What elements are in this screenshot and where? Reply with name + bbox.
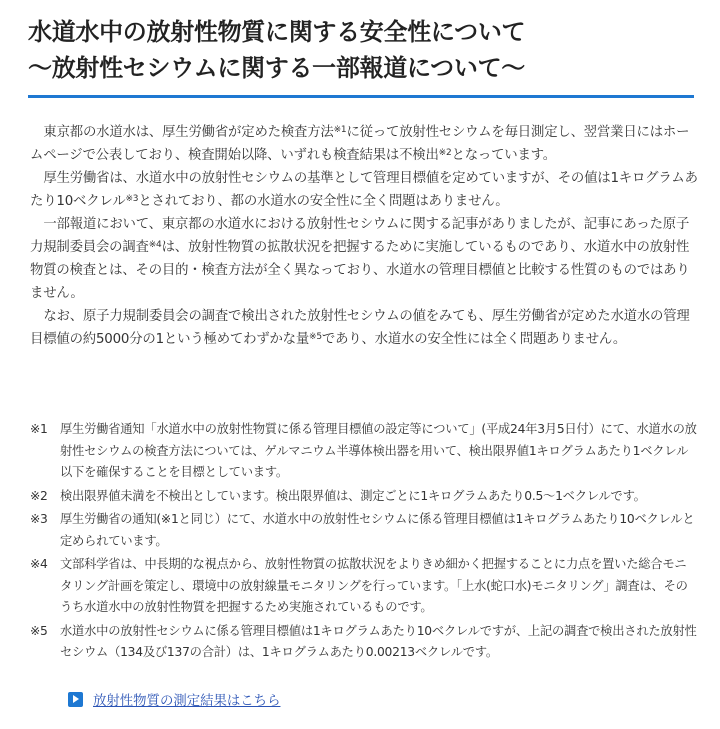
footnote-text: 水道水中の放射性セシウムに係る管理目標値は1キログラムあたり10ベクレルですが、上記の調査で検出された放射性セシウム（134及び137の合計）は、1キログラムあたり0.00213ベクレルです。	[60, 623, 697, 659]
footnote-text: 検出限界値未満を不検出としています。検出限界値は、測定ごとに1キログラムあたり0.5～1ベクレルです。	[60, 488, 646, 503]
paragraph-3	[30, 213, 698, 305]
play-arrow-icon	[68, 692, 83, 707]
footnote-ref: ※3	[125, 194, 139, 204]
footnote-mark: ※5	[30, 623, 48, 638]
footnote-item	[30, 486, 698, 508]
footnote-ref: ※1	[333, 125, 347, 135]
footnote-text: 文部科学省は、中長期的な視点から、放射性物質の拡散状況をよりきめ細かく把握することに力点を置いた総合モニタリング計画を策定し、環境中の放射線量モニタリングを行っています。「上水(蛇口水)モニタリング」調査は、そのうち水道水中の放射性物質を把握するため実施されているものです。	[60, 557, 688, 614]
paragraph-2	[30, 167, 698, 213]
footnote-ref: ※2	[438, 148, 452, 158]
page-title	[28, 14, 698, 86]
measurement-results-link[interactable]: 放射性物質の測定結果はこちら	[93, 694, 281, 709]
footnotes	[30, 419, 698, 666]
paragraph-text: に従って放射性セシウムを毎日測定し、翌営業日にはホームページで公表しており、検査開始以降、いずれも検査結果は不検出	[30, 125, 690, 163]
footnote-mark: ※1	[30, 422, 48, 436]
paragraph-4	[30, 305, 698, 351]
paragraph-text: となっています。	[451, 148, 556, 163]
footnote-item	[30, 419, 698, 484]
title-divider	[28, 95, 694, 98]
footnote-item	[30, 509, 698, 552]
paragraph-text: は、放射性物質の拡散状況を把握するために実施しているものであり、水道水中の放射性物質の検査とは、その目的・検査方法が全く異なっており、水道水の管理目標値と比較する性質のものではありません。	[30, 240, 690, 301]
footnote-item	[30, 554, 698, 619]
footnote-mark: ※4	[30, 557, 48, 571]
paragraph-text: 一部報道において、東京都の水道水における放射性セシウムに関する記事がありましたが、記事にあった原子力規制委員会の調査	[30, 217, 690, 255]
paragraph-text: であり、水道水の安全性には全く問題ありません。	[321, 332, 627, 347]
footnote-ref: ※5	[309, 332, 322, 342]
paragraph-1	[30, 121, 698, 167]
paragraph-text: 厚生労働省は、水道水中の放射性セシウムの基準として管理目標値を定めていますが、その値は1キログラムあたり10ベクレル	[30, 171, 698, 209]
paragraph-text: 東京都の水道水は、厚生労働省が定めた検査方法	[43, 125, 334, 140]
paragraph-text: なお、原子力規制委員会の調査で検出された放射性セシウムの値をみても、厚生労働省が定めた水道水の管理目標値の約5000分の1という極めてわずかな量	[30, 309, 690, 347]
footnote-item	[30, 621, 698, 664]
footnote-text: 厚生労働省の通知(※1と同じ）にて、水道水中の放射性セシウムに係る管理目標値は1キログラムあたり10ベクレルと定められています。	[60, 512, 695, 548]
paragraph-text: とされており、都の水道水の安全性に全く問題はありません。	[138, 194, 509, 209]
footnote-mark: ※2	[30, 488, 48, 503]
footnote-mark: ※3	[30, 512, 48, 526]
page-title-line-2: ～放射性セシウムに関する一部報道について～	[28, 54, 525, 82]
measurement-results-link-row[interactable]	[68, 690, 280, 709]
page-title-line-1: 水道水中の放射性物質に関する安全性について	[28, 18, 526, 46]
article-body	[30, 121, 698, 351]
footnote-ref: ※4	[148, 240, 162, 250]
footnote-text: 厚生労働省通知「水道水中の放射性物質に係る管理目標値の設定等について」(平成24年3月5日付）にて、水道水の放射性セシウムの検査方法については、ゲルマニウム半導体検出器を用いて、検出限界値1キログラムあたり1ベクレル以下を確保することを目標としています。	[60, 422, 697, 479]
